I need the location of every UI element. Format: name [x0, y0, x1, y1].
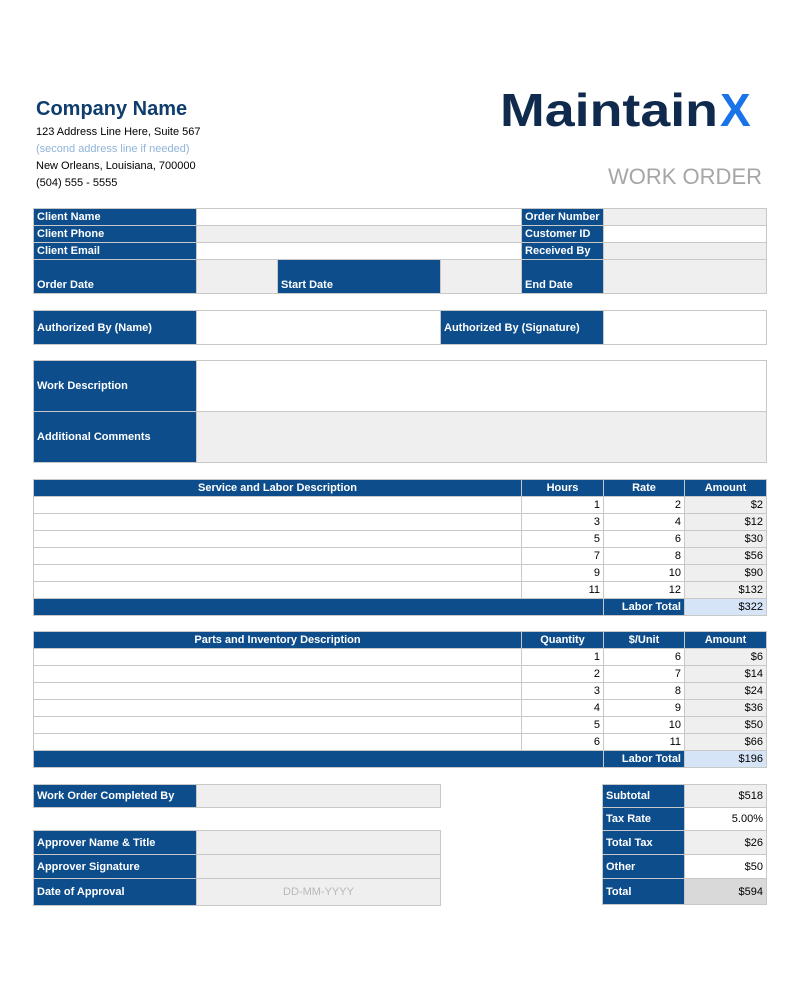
parts-quantity-cell[interactable]: 1 [522, 649, 604, 666]
total-tax-label: Total Tax [603, 831, 685, 855]
completed-by-label: Work Order Completed By [34, 785, 197, 808]
labor-total-value: $322 [685, 599, 767, 616]
company-address-line-2: (second address line if needed) [36, 143, 190, 155]
approval-date-label: Date of Approval [34, 879, 197, 906]
authorized-by-name-field[interactable] [197, 311, 441, 345]
parts-description-cell[interactable] [34, 683, 522, 700]
approver-name-field[interactable] [197, 831, 441, 855]
parts-quantity-cell[interactable]: 5 [522, 717, 604, 734]
start-date-field[interactable] [441, 260, 522, 294]
company-phone: (504) 555 - 5555 [36, 177, 118, 189]
authorized-by-name-label: Authorized By (Name) [34, 311, 197, 345]
parts-header-unit-price: $/Unit [604, 632, 685, 649]
parts-header-amount: Amount [685, 632, 767, 649]
company-name: Company Name [36, 98, 188, 120]
table-row [34, 565, 767, 582]
labor-table [33, 479, 767, 616]
order-date-field[interactable] [197, 260, 278, 294]
labor-header-description: Service and Labor Description [34, 480, 522, 497]
summary-table [602, 784, 767, 905]
document-title: WORK ORDER [608, 164, 762, 189]
parts-header-description: Parts and Inventory Description [34, 632, 522, 649]
approver-signature-label: Approver Signature [34, 855, 197, 879]
other-value[interactable]: $50 [685, 855, 767, 879]
parts-description-cell[interactable] [34, 734, 522, 751]
parts-unit-price-cell[interactable]: 10 [604, 717, 685, 734]
table-row [34, 683, 767, 700]
table-row [34, 666, 767, 683]
client-name-field[interactable] [197, 209, 522, 226]
parts-quantity-cell[interactable]: 2 [522, 666, 604, 683]
work-description-table [33, 360, 767, 463]
total-tax-value: $26 [685, 831, 767, 855]
order-number-field[interactable] [604, 209, 767, 226]
labor-rate-cell[interactable]: 4 [604, 514, 685, 531]
client-phone-label: Client Phone [34, 226, 197, 243]
labor-hours-cell[interactable]: 3 [522, 514, 604, 531]
authorized-by-signature-field[interactable] [604, 311, 767, 345]
company-address-line-1: 123 Address Line Here, Suite 567 [36, 126, 201, 138]
parts-amount-cell: $14 [685, 666, 767, 683]
client-email-field[interactable] [197, 243, 522, 260]
completed-by-field[interactable] [197, 785, 441, 808]
parts-description-cell[interactable] [34, 666, 522, 683]
labor-description-cell[interactable] [34, 497, 522, 514]
labor-rate-cell[interactable]: 12 [604, 582, 685, 599]
client-email-label: Client Email [34, 243, 197, 260]
parts-description-cell[interactable] [34, 717, 522, 734]
labor-rate-cell[interactable]: 2 [604, 497, 685, 514]
labor-description-cell[interactable] [34, 565, 522, 582]
completed-by-table [33, 784, 441, 808]
other-label: Other [603, 855, 685, 879]
parts-unit-price-cell[interactable]: 8 [604, 683, 685, 700]
parts-total-label: Labor Total [604, 751, 685, 768]
approver-name-label: Approver Name & Title [34, 831, 197, 855]
labor-header-hours: Hours [522, 480, 604, 497]
parts-amount-cell: $36 [685, 700, 767, 717]
labor-hours-cell[interactable]: 5 [522, 531, 604, 548]
table-row [34, 649, 767, 666]
received-by-field[interactable] [604, 243, 767, 260]
labor-rate-cell[interactable]: 6 [604, 531, 685, 548]
received-by-label: Received By [522, 243, 604, 260]
parts-amount-cell: $24 [685, 683, 767, 700]
parts-amount-cell: $66 [685, 734, 767, 751]
labor-description-cell[interactable] [34, 582, 522, 599]
company-city: New Orleans, Louisiana, 700000 [36, 160, 196, 172]
labor-amount-cell: $12 [685, 514, 767, 531]
approval-date-field[interactable]: DD-MM-YYYY [197, 879, 441, 906]
end-date-label: End Date [522, 260, 604, 294]
authorized-by-signature-label: Authorized By (Signature) [441, 311, 604, 345]
customer-id-label: Customer ID [522, 226, 604, 243]
labor-rate-cell[interactable]: 8 [604, 548, 685, 565]
labor-header-amount: Amount [685, 480, 767, 497]
labor-total-label: Labor Total [604, 599, 685, 616]
work-description-field[interactable] [197, 361, 767, 412]
additional-comments-label: Additional Comments [34, 412, 197, 463]
parts-description-cell[interactable] [34, 649, 522, 666]
tax-rate-label: Tax Rate [603, 808, 685, 831]
logo-mark: X [720, 84, 751, 134]
labor-description-cell[interactable] [34, 514, 522, 531]
client-info-table [33, 208, 767, 294]
labor-hours-cell[interactable]: 9 [522, 565, 604, 582]
table-row [34, 582, 767, 599]
parts-unit-price-cell[interactable]: 7 [604, 666, 685, 683]
labor-description-cell[interactable] [34, 531, 522, 548]
parts-unit-price-cell[interactable]: 9 [604, 700, 685, 717]
table-row [34, 531, 767, 548]
work-description-label: Work Description [34, 361, 197, 412]
subtotal-value: $518 [685, 785, 767, 808]
order-number-label: Order Number [522, 209, 604, 226]
approval-table [33, 830, 441, 906]
parts-quantity-cell[interactable]: 4 [522, 700, 604, 717]
table-row [34, 717, 767, 734]
table-row [34, 734, 767, 751]
parts-total-value: $196 [685, 751, 767, 768]
labor-total-spacer [34, 599, 604, 616]
parts-quantity-cell[interactable]: 3 [522, 683, 604, 700]
approver-signature-field[interactable] [197, 855, 441, 879]
parts-quantity-cell[interactable]: 6 [522, 734, 604, 751]
labor-description-cell[interactable] [34, 548, 522, 565]
subtotal-label: Subtotal [603, 785, 685, 808]
parts-unit-price-cell[interactable]: 6 [604, 649, 685, 666]
labor-hours-cell[interactable]: 1 [522, 497, 604, 514]
end-date-field[interactable] [604, 260, 767, 294]
parts-unit-price-cell[interactable]: 11 [604, 734, 685, 751]
labor-hours-cell[interactable]: 11 [522, 582, 604, 599]
table-row [34, 700, 767, 717]
labor-amount-cell: $90 [685, 565, 767, 582]
order-date-label: Order Date [34, 260, 197, 294]
authorization-table [33, 310, 767, 345]
table-row [34, 548, 767, 565]
labor-amount-cell: $2 [685, 497, 767, 514]
client-phone-field[interactable] [197, 226, 522, 243]
parts-amount-cell: $6 [685, 649, 767, 666]
parts-header-quantity: Quantity [522, 632, 604, 649]
labor-amount-cell: $30 [685, 531, 767, 548]
parts-table [33, 631, 767, 768]
table-row [34, 497, 767, 514]
tax-rate-value[interactable]: 5.00% [685, 808, 767, 831]
parts-description-cell[interactable] [34, 700, 522, 717]
parts-amount-cell: $50 [685, 717, 767, 734]
customer-id-field[interactable] [604, 226, 767, 243]
logo-text: Maintain [500, 84, 718, 134]
labor-amount-cell: $132 [685, 582, 767, 599]
labor-rate-cell[interactable]: 10 [604, 565, 685, 582]
labor-header-rate: Rate [604, 480, 685, 497]
start-date-label: Start Date [278, 260, 441, 294]
labor-hours-cell[interactable]: 7 [522, 548, 604, 565]
parts-total-spacer [34, 751, 604, 768]
grand-total-label: Total [603, 879, 685, 905]
labor-amount-cell: $56 [685, 548, 767, 565]
table-row [34, 514, 767, 531]
client-name-label: Client Name [34, 209, 197, 226]
additional-comments-field[interactable] [197, 412, 767, 463]
grand-total-value: $594 [685, 879, 767, 905]
maintainx-logo [500, 82, 762, 134]
